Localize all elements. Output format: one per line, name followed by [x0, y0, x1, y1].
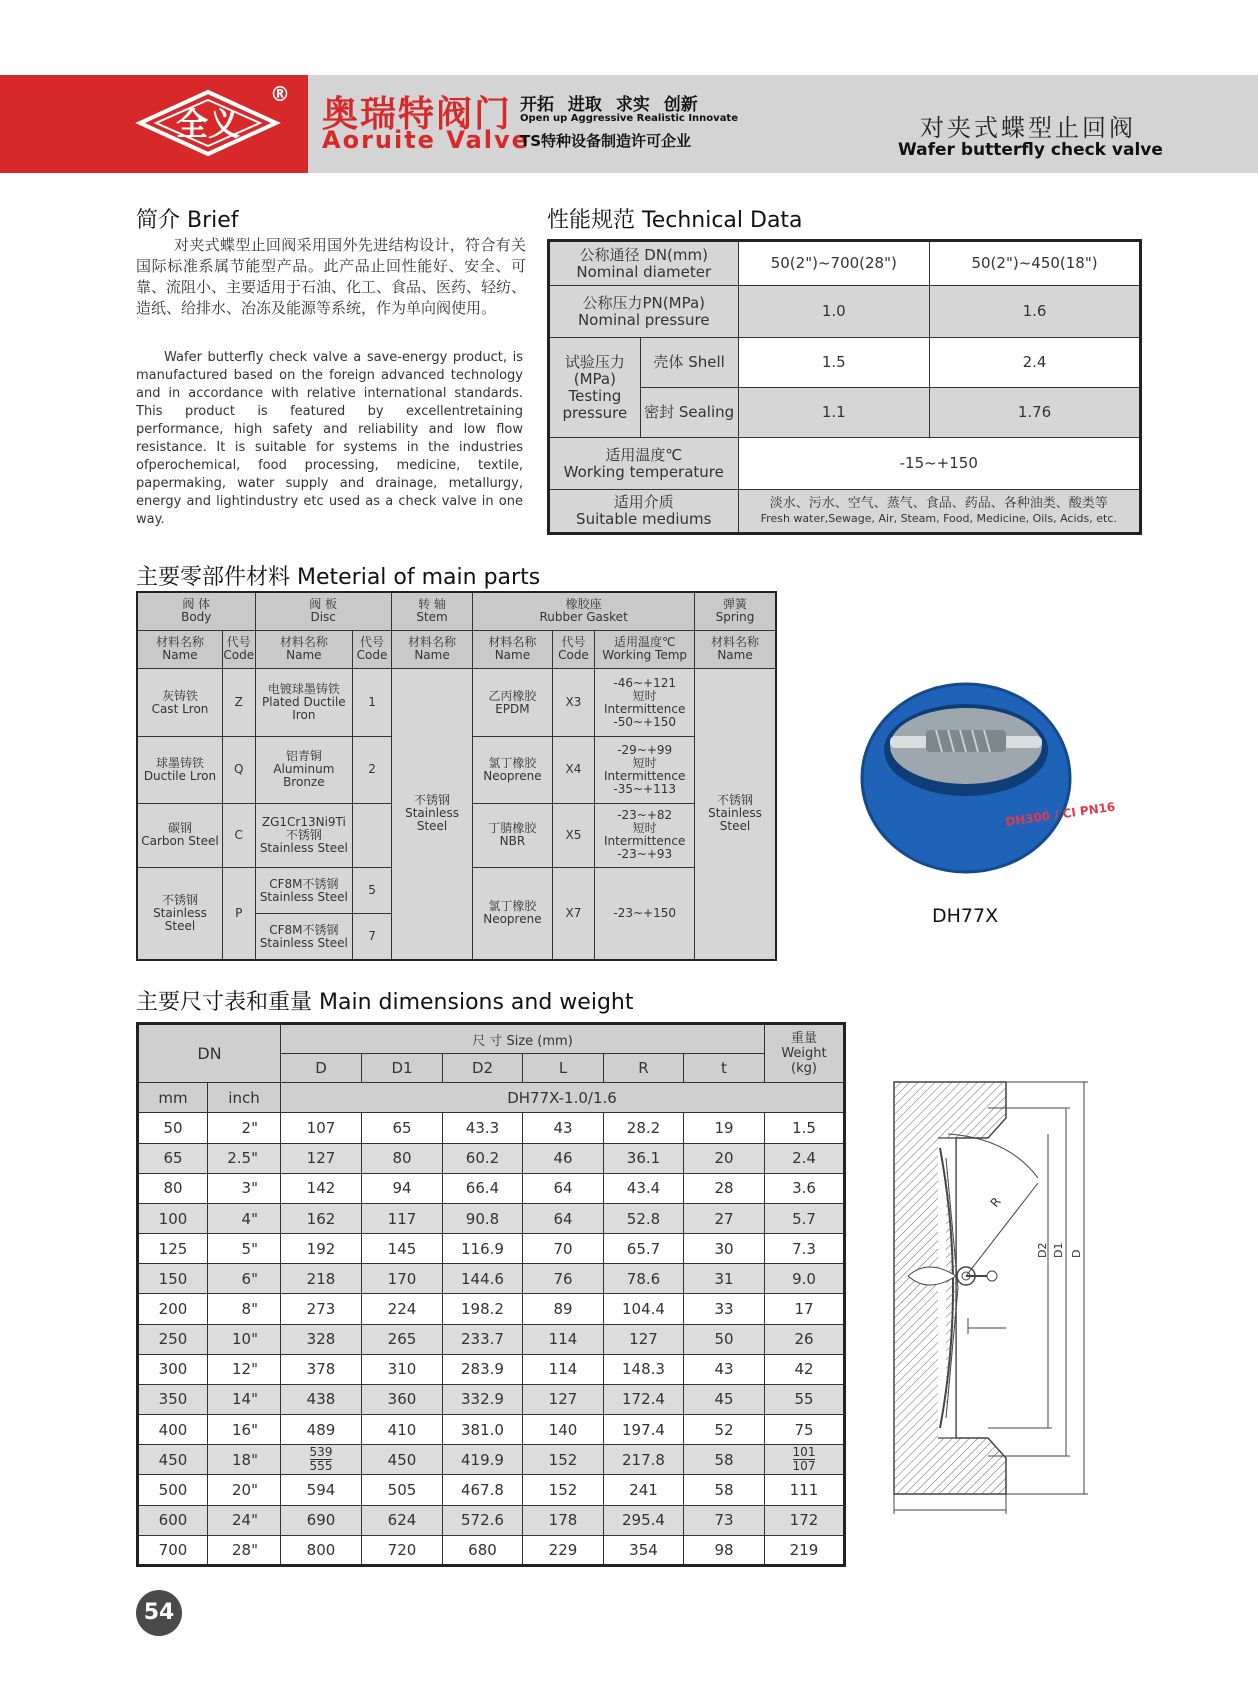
cell-weight: 3.6 — [765, 1173, 845, 1203]
cell-D1: 505 — [362, 1475, 443, 1505]
cell-L: 64 — [523, 1203, 604, 1233]
temperature-label: 适用温度℃ Working temperature — [549, 438, 739, 490]
registered-mark: ® — [270, 82, 290, 106]
dn-range-2: 50(2")~450(18") — [930, 241, 1141, 286]
group-spring: 弹簧 Spring — [695, 592, 776, 630]
body-code: Q — [222, 737, 255, 803]
technical-title: 性能规范 Technical Data — [547, 208, 803, 233]
gasket-material: 丁腈橡胶 NBR — [473, 803, 552, 867]
model-row: DH77X-1.0/1.6 — [281, 1083, 845, 1113]
cell-dn-mm: 125 — [138, 1234, 208, 1264]
brief-en: Wafer butterfly check valve a save-energy product, is manufactured based on the foreign advanced technology and in accordance with relative international standards. This product is featured by excellentretaining performance, high safety and reliability and low flow resistance. It is suitable for systems in the industries ofperochemical, food processing, medicine, textile, papermaking, water supply and drainage, metallurgy, energy and lightindustry etc used as a check valve in one way. — [136, 350, 523, 527]
cell-weight: 219 — [765, 1535, 845, 1565]
cell-D2: 283.9 — [443, 1354, 523, 1384]
cell-L: 178 — [523, 1505, 604, 1535]
cell-weight: 111 — [765, 1475, 845, 1505]
table-row — [138, 1475, 845, 1505]
materials-title: 主要零部件材料 Meterial of main parts — [136, 565, 541, 590]
valve-body-label: DH300 / CI PN16 — [1004, 799, 1117, 829]
cell-t: 28 — [684, 1173, 765, 1203]
gasket-material: 乙丙橡胶 EPDM — [473, 668, 552, 736]
gasket-code: X7 — [552, 867, 595, 960]
cell-dn-inch: 20" — [208, 1475, 281, 1505]
table-row — [138, 1354, 845, 1384]
cell-D2: 60.2 — [443, 1143, 523, 1173]
table-row — [138, 1113, 845, 1143]
unit-inch: inch — [208, 1083, 281, 1113]
cell-t: 52 — [684, 1415, 765, 1445]
cell-weight: 42 — [765, 1354, 845, 1384]
cell-dn-mm: 100 — [138, 1203, 208, 1233]
cell-dn-mm: 200 — [138, 1294, 208, 1324]
cell-D2: 198.2 — [443, 1294, 523, 1324]
cell-R: 36.1 — [604, 1143, 684, 1173]
unit-mm: mm — [138, 1083, 208, 1113]
disc-material: CF8M不锈钢 Stainless Steel — [255, 867, 353, 913]
cell-D: 594 — [281, 1475, 362, 1505]
cell-dn-inch: 2" — [208, 1113, 281, 1143]
cell-dn-inch: 2.5" — [208, 1143, 281, 1173]
cell-L: 229 — [523, 1535, 604, 1565]
cell-L: 46 — [523, 1143, 604, 1173]
cell-D: 690 — [281, 1505, 362, 1535]
medium-value: 淡水、污水、空气、蒸气、食品、药品、各种油类、酸类等 Fresh water,Sewage, Air, Steam, Food, Medicine, Oils, Acids, etc. — [738, 490, 1140, 534]
cell-D1: 624 — [362, 1505, 443, 1535]
disc-material: 电镀球墨铸铁 Plated Ductile Iron — [255, 668, 353, 736]
cell-L: 43 — [523, 1113, 604, 1143]
cell-t: 43 — [684, 1354, 765, 1384]
gasket-temp: -46~+121 短时 Intermittence -50~+150 — [595, 668, 695, 736]
dimensions-table — [136, 1022, 846, 1567]
sub-name: 材料名称 Name — [137, 630, 222, 668]
product-title-en: Wafer butterfly check valve — [898, 140, 1163, 160]
spring-material: 不锈钢 Stainless Steel — [695, 668, 776, 960]
group-stem: 转 轴 Stem — [391, 592, 472, 630]
cell-L: 70 — [523, 1234, 604, 1264]
table-row — [138, 1143, 845, 1173]
cell-dn-inch: 10" — [208, 1324, 281, 1354]
body-material: 灰铸铁 Cast Lron — [137, 668, 222, 736]
table-row — [138, 1203, 845, 1233]
cell-D: $\frac{539}{555}$ — [281, 1445, 362, 1475]
disc-material: ZG1Cr13Ni9Ti 不锈钢 Stainless Steel — [255, 803, 353, 867]
sub-code: 代号 Code — [353, 630, 392, 668]
cell-L: 76 — [523, 1264, 604, 1294]
group-body: 阀 体 Body — [137, 592, 255, 630]
label-d1: D1 — [1052, 1242, 1065, 1258]
body-material: 碳钢 Carbon Steel — [137, 803, 222, 867]
cell-D2: 116.9 — [443, 1234, 523, 1264]
cell-dn-inch: 16" — [208, 1415, 281, 1445]
cell-t: 98 — [684, 1535, 765, 1565]
gasket-temp: -23~+150 — [595, 867, 695, 960]
body-code: C — [222, 803, 255, 867]
cell-D2: 419.9 — [443, 1445, 523, 1475]
cell-D1: 224 — [362, 1294, 443, 1324]
cell-R: 172.4 — [604, 1384, 684, 1414]
group-gasket: 橡胶座 Rubber Gasket — [473, 592, 695, 630]
cell-dn-inch: 28" — [208, 1535, 281, 1565]
cell-D1: 450 — [362, 1445, 443, 1475]
cell-t: 33 — [684, 1294, 765, 1324]
cell-R: 65.7 — [604, 1234, 684, 1264]
cell-R: 127 — [604, 1324, 684, 1354]
gasket-material: 氯丁橡胶 Neoprene — [473, 867, 552, 960]
cell-L: 140 — [523, 1415, 604, 1445]
page-number: 54 — [136, 1590, 182, 1636]
brand-name-en: Aoruite Valve — [322, 126, 530, 154]
cell-L: 152 — [523, 1445, 604, 1475]
cell-L: 89 — [523, 1294, 604, 1324]
cell-R: 217.8 — [604, 1445, 684, 1475]
cell-D: 107 — [281, 1113, 362, 1143]
body-code: P — [222, 867, 255, 960]
cell-L: 64 — [523, 1173, 604, 1203]
cell-weight: 9.0 — [765, 1264, 845, 1294]
cell-L: 114 — [523, 1354, 604, 1384]
valve-photo — [856, 678, 1117, 878]
group-disc: 阀 板 Disc — [255, 592, 391, 630]
cell-D1: 360 — [362, 1384, 443, 1414]
gasket-temp: -29~+99 短时 Intermittence -35~+113 — [595, 737, 695, 803]
cell-D: 273 — [281, 1294, 362, 1324]
slogan-ts: TS特种设备制造许可企业 — [520, 132, 692, 150]
materials-table — [136, 591, 777, 961]
sub-code: 代号 Code — [222, 630, 255, 668]
weight-header: 重量 Weight (kg) — [765, 1024, 845, 1083]
cell-D2: 144.6 — [443, 1264, 523, 1294]
cell-dn-mm: 600 — [138, 1505, 208, 1535]
cell-dn-inch: 24" — [208, 1505, 281, 1535]
table-row — [138, 1234, 845, 1264]
cell-L: 114 — [523, 1324, 604, 1354]
cell-weight: 75 — [765, 1415, 845, 1445]
cell-D: 378 — [281, 1354, 362, 1384]
disc-material: CF8M不锈钢 Stainless Steel — [255, 914, 353, 960]
slogan-cn: 开拓 进取 求实 创新 — [520, 95, 698, 115]
gasket-code: X5 — [552, 803, 595, 867]
disc-code: 5 — [353, 867, 392, 913]
cell-dn-inch: 6" — [208, 1264, 281, 1294]
cell-dn-mm: 250 — [138, 1324, 208, 1354]
cell-dn-mm: 450 — [138, 1445, 208, 1475]
logo-diamond — [136, 88, 280, 158]
cell-D1: 117 — [362, 1203, 443, 1233]
cell-weight: 17 — [765, 1294, 845, 1324]
cell-R: 354 — [604, 1535, 684, 1565]
cell-D1: 265 — [362, 1324, 443, 1354]
body-material: 球墨铸铁 Ductile Lron — [137, 737, 222, 803]
section-drawing — [888, 1078, 1138, 1518]
cell-dn-inch: 8" — [208, 1294, 281, 1324]
cell-D1: 94 — [362, 1173, 443, 1203]
cell-weight: 7.3 — [765, 1234, 845, 1264]
disc-code — [353, 803, 392, 867]
gasket-temp: -23~+82 短时 Intermittence -23~+93 — [595, 803, 695, 867]
cell-R: 28.2 — [604, 1113, 684, 1143]
sub-name: 材料名称 Name — [255, 630, 353, 668]
cell-D2: 381.0 — [443, 1415, 523, 1445]
cell-D1: 145 — [362, 1234, 443, 1264]
medium-label: 适用介质 Suitable mediums — [549, 490, 739, 534]
col-D: D — [281, 1054, 362, 1083]
cell-dn-mm: 700 — [138, 1535, 208, 1565]
cell-D2: 680 — [443, 1535, 523, 1565]
col-D2: D2 — [443, 1054, 523, 1083]
cell-L: 152 — [523, 1475, 604, 1505]
test-pressure-label: 试验压力 (MPa) Testing pressure — [549, 338, 641, 438]
table-row — [138, 1264, 845, 1294]
label-r: R — [987, 1194, 1004, 1210]
cell-weight: 26 — [765, 1324, 845, 1354]
cell-D1: 80 — [362, 1143, 443, 1173]
cell-R: 104.4 — [604, 1294, 684, 1324]
cell-R: 197.4 — [604, 1415, 684, 1445]
cell-D: 127 — [281, 1143, 362, 1173]
col-L: L — [523, 1054, 604, 1083]
cell-dn-mm: 500 — [138, 1475, 208, 1505]
cell-t: 27 — [684, 1203, 765, 1233]
shell-1: 1.5 — [738, 338, 930, 388]
table-row — [138, 1294, 845, 1324]
cell-weight: $\frac{101}{107}$ — [765, 1445, 845, 1475]
technical-table — [547, 239, 1142, 535]
cell-dn-mm: 400 — [138, 1415, 208, 1445]
label-d2: D2 — [1036, 1242, 1049, 1258]
dn-range-1: 50(2")~700(28") — [738, 241, 930, 286]
cell-t: 19 — [684, 1113, 765, 1143]
cell-D: 800 — [281, 1535, 362, 1565]
nominal-pressure-label: 公称压力PN(MPa) Nominal pressure — [549, 286, 739, 338]
label-d: D — [1070, 1249, 1083, 1258]
body-material: 不锈钢 Stainless Steel — [137, 867, 222, 960]
cell-D: 192 — [281, 1234, 362, 1264]
cell-dn-mm: 150 — [138, 1264, 208, 1294]
cell-dn-mm: 350 — [138, 1384, 208, 1414]
sealing-2: 1.76 — [930, 388, 1141, 438]
cell-D: 142 — [281, 1173, 362, 1203]
sub-name: 材料名称 Name — [391, 630, 472, 668]
cell-dn-inch: 4" — [208, 1203, 281, 1233]
product-title-cn: 对夹式蝶型止回阀 — [920, 114, 1136, 142]
pn-2: 1.6 — [930, 286, 1141, 338]
disc-code: 2 — [353, 737, 392, 803]
cell-D1: 410 — [362, 1415, 443, 1445]
cell-R: 52.8 — [604, 1203, 684, 1233]
cell-D2: 467.8 — [443, 1475, 523, 1505]
cell-D2: 43.3 — [443, 1113, 523, 1143]
cell-weight: 1.5 — [765, 1113, 845, 1143]
cell-t: 20 — [684, 1143, 765, 1173]
sub-code: 代号 Code — [552, 630, 595, 668]
cell-D2: 332.9 — [443, 1384, 523, 1414]
cell-dn-inch: 14" — [208, 1384, 281, 1414]
col-t: t — [684, 1054, 765, 1083]
col-D1: D1 — [362, 1054, 443, 1083]
disc-material: 铝青铜 Aluminum Bronze — [255, 737, 353, 803]
cell-weight: 5.7 — [765, 1203, 845, 1233]
cell-dn-inch: 5" — [208, 1234, 281, 1264]
cell-weight: 2.4 — [765, 1143, 845, 1173]
table-row — [138, 1173, 845, 1203]
table-row — [138, 1535, 845, 1565]
cell-R: 43.4 — [604, 1173, 684, 1203]
sub-temp: 适用温度℃ Working Temp — [595, 630, 695, 668]
sealing-label: 密封 Sealing — [640, 388, 738, 438]
cell-D1: 65 — [362, 1113, 443, 1143]
brief-title: 简介 Brief — [136, 208, 239, 233]
cell-t: 30 — [684, 1234, 765, 1264]
cell-R: 295.4 — [604, 1505, 684, 1535]
gasket-material: 氯丁橡胶 Neoprene — [473, 737, 552, 803]
cell-R: 148.3 — [604, 1354, 684, 1384]
disc-code: 1 — [353, 668, 392, 736]
size-header: 尺 寸 Size (mm) — [281, 1024, 765, 1054]
cell-D: 328 — [281, 1324, 362, 1354]
cell-D: 438 — [281, 1384, 362, 1414]
nominal-diameter-label: 公称通径 DN(mm) Nominal diameter — [549, 241, 739, 286]
disc-code: 7 — [353, 914, 392, 960]
shell-2: 2.4 — [930, 338, 1141, 388]
stem-material: 不锈钢 Stainless Steel — [391, 668, 472, 960]
cell-t: 50 — [684, 1324, 765, 1354]
cell-D1: 720 — [362, 1535, 443, 1565]
cell-D1: 310 — [362, 1354, 443, 1384]
table-row — [138, 1415, 845, 1445]
cell-t: 58 — [684, 1445, 765, 1475]
gasket-code: X3 — [552, 668, 595, 736]
body-code: Z — [222, 668, 255, 736]
brief-cn: 对夹式蝶型止回阀采用国外先进结构设计，符合有关国际标准系属节能型产品。此产品止回性能好、安全、可靠、流阻小、主要适用于石油、化工、食品、医药、轻纺、造纸、给排水、冶冻及能源等系统，作为单向阀使用。 — [136, 236, 527, 317]
cell-D: 489 — [281, 1415, 362, 1445]
cell-D2: 90.8 — [443, 1203, 523, 1233]
cell-D2: 233.7 — [443, 1324, 523, 1354]
cell-dn-inch: 18" — [208, 1445, 281, 1475]
cell-D2: 572.6 — [443, 1505, 523, 1535]
cell-D: 218 — [281, 1264, 362, 1294]
dimensions-title: 主要尺寸表和重量 Main dimensions and weight — [136, 990, 634, 1015]
cell-t: 58 — [684, 1475, 765, 1505]
cell-t: 73 — [684, 1505, 765, 1535]
cell-L: 127 — [523, 1384, 604, 1414]
table-row — [138, 1445, 845, 1475]
sealing-1: 1.1 — [738, 388, 930, 438]
cell-dn-mm: 80 — [138, 1173, 208, 1203]
shell-label: 壳体 Shell — [640, 338, 738, 388]
cell-t: 31 — [684, 1264, 765, 1294]
logo-text: 全义 — [175, 105, 241, 143]
cell-weight: 55 — [765, 1384, 845, 1414]
cell-dn-mm: 50 — [138, 1113, 208, 1143]
cell-D2: 66.4 — [443, 1173, 523, 1203]
table-row — [138, 1384, 845, 1414]
slogan-en: Open up Aggressive Realistic Innovate — [520, 113, 738, 124]
brand-name-cn: 奥瑞特阀门 — [322, 94, 513, 135]
photo-caption: DH77X — [932, 905, 999, 927]
cell-dn-inch: 3" — [208, 1173, 281, 1203]
cell-dn-mm: 300 — [138, 1354, 208, 1384]
cell-R: 241 — [604, 1475, 684, 1505]
cell-D: 162 — [281, 1203, 362, 1233]
cell-weight: 172 — [765, 1505, 845, 1535]
sub-name: 材料名称 Name — [695, 630, 776, 668]
temperature-value: -15~+150 — [738, 438, 1140, 490]
pn-1: 1.0 — [738, 286, 930, 338]
cell-dn-inch: 12" — [208, 1354, 281, 1384]
dn-header: DN — [138, 1024, 281, 1083]
table-row — [138, 1324, 845, 1354]
col-R: R — [604, 1054, 684, 1083]
cell-dn-mm: 65 — [138, 1143, 208, 1173]
sub-name: 材料名称 Name — [473, 630, 552, 668]
cell-t: 45 — [684, 1384, 765, 1414]
cell-R: 78.6 — [604, 1264, 684, 1294]
gasket-code: X4 — [552, 737, 595, 803]
cell-D1: 170 — [362, 1264, 443, 1294]
table-row — [138, 1505, 845, 1535]
